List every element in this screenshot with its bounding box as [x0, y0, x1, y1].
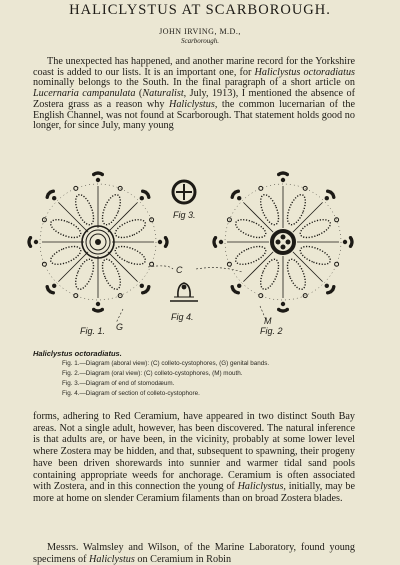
fig3-label: Fig 3.: [173, 210, 196, 220]
fig2-oral-diagram: [212, 171, 353, 312]
fig1-aboral-diagram: [27, 171, 168, 312]
page-title: HALICLYSTUS AT SCARBOROUGH.: [69, 2, 331, 18]
intro-paragraph: The unexpected has happened, and another marine record for the Yorkshire coast is added to our lists. It is an important one, for Haliclystus octoradiatus nominally belongs to the South. In the final paragraph of a short article on Lucernaria campanulata (Naturalist, July, 1913), I mentioned the absence of Zostera grass as a reason why Haliclystus, the common lucernarian of the English Channel, was not found at Scarborough. That statement holds good no longer, for since July, many young: [33, 56, 356, 132]
caption-line: Fig. 4.—Diagram of section of colleto-cystophore.: [62, 390, 200, 397]
label-c: C: [176, 265, 183, 275]
fig4-colleto-cystophore-diagram: [170, 283, 198, 301]
fig3-stomodaeum-diagram: [173, 181, 195, 203]
author-name: JOHN IRVING, M.D.,: [159, 27, 241, 36]
label-g: G: [116, 322, 124, 332]
label-m: M: [264, 316, 272, 326]
author-location: Scarborough.: [180, 37, 220, 45]
caption-line: Fig. 1.—Diagram (aboral view): (C) colleto-cystophores, (G) genital bands.: [62, 360, 270, 367]
body-paragraph-continued: Messrs. Walmsley and Wilson, of the Marine Laboratory, found young specimens of Haliclystus on Ceramium in Robin: [33, 542, 355, 565]
figure-caption-title: Haliclystus octoradiatus.: [33, 349, 122, 358]
fig2-label: Fig. 2: [260, 326, 283, 336]
fig1-label: Fig. 1.: [80, 326, 106, 336]
caption-line: Fig. 3.—Diagram of end of stomodæum.: [62, 380, 175, 387]
fig4-label: Fig 4.: [171, 312, 194, 322]
caption-line: Fig. 2.—Diagram (oral view): (C) colleto-cystophores, (M) mouth.: [62, 370, 243, 377]
haliclystus-diagram-figure: [20, 166, 380, 346]
body-paragraph: forms, adhering to Red Ceramium, have appeared in two distinct South Bay areas. Not a single adult, however, has been discovered. The natural inference is that adults are, or have been, in the vicinity, probably at some lower level where Zostera may be hidden, and that, subsequent to spawning, their progeny have been driven shorewards into sunnier and warmer tidal sand pools containing appropriate weeds for anchorage. Ceramium is often associated with Zostera, and in this connection the young of Haliclystus, initially, may be more at home on slender Ceramium filaments than on broad Zostera blades.: [33, 411, 356, 504]
